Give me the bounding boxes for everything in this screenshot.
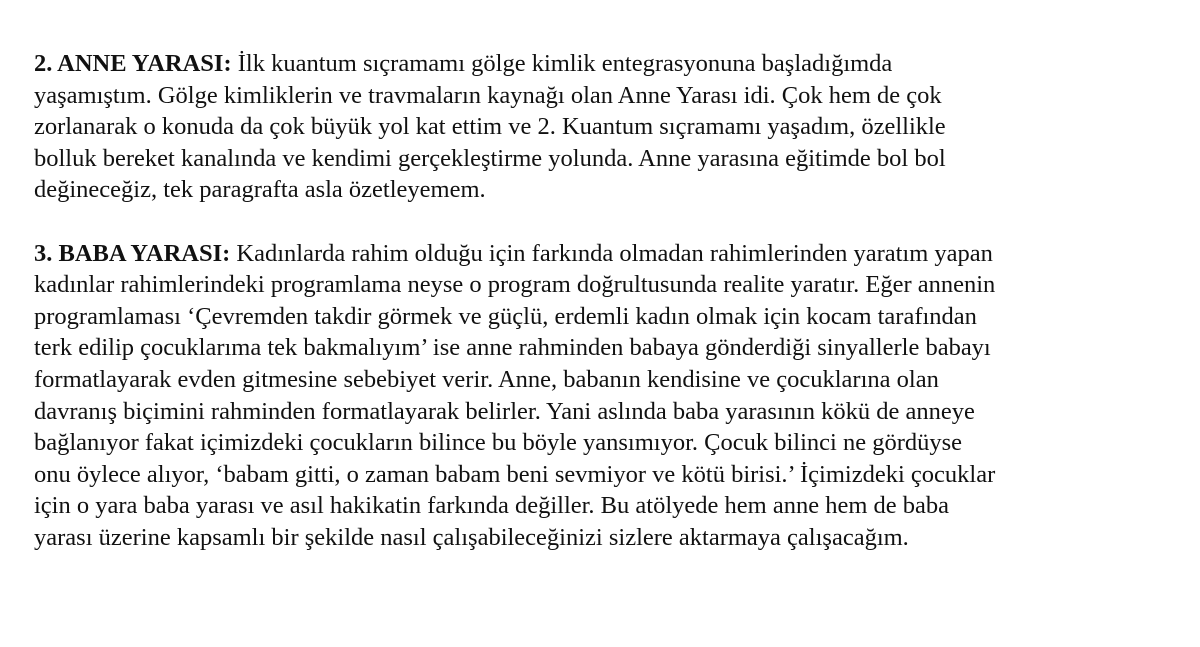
paragraph-line [34,48,1164,80]
paragraph-line: programlaması ‘Çevremden takdir görmek ve güçlü, erdemli kadın olmak için kocam tarafından [34,302,977,330]
document-page [34,48,1164,554]
paragraph-line: kadınlar rahimlerindeki programlama neyse o program doğrultusunda realite yaratır. Eğer annenin [34,271,996,299]
paragraph-first-line: İlk kuantum sıçramamı gölge kimlik entegrasyonuna başladığımda [231,50,893,77]
paragraph-line: zorlanarak o konuda da çok büyük yol kat ettim ve 2. Kuantum sıçramamı yaşadım, özellikle [34,113,946,141]
section-heading: 2. ANNE YARASI: [34,50,232,77]
paragraph-baba-yarasi [34,238,1164,554]
section-heading: 3. BABA YARASI: [34,239,231,267]
paragraph-line [34,238,1164,270]
paragraph-line: değineceğiz, tek paragrafta asla özetleyemem. [34,176,486,204]
paragraph-anne-yarasi [34,48,1164,206]
paragraph-line: formatlayarak evden gitmesine sebebiyet verir. Anne, babanın kendisine ve çocuklarına olan [34,365,939,393]
paragraph-first-line: Kadınlarda rahim olduğu için farkında olmadan rahimlerinden yaratım yapan [230,239,993,267]
paragraph-line: terk edilip çocuklarıma tek bakmalıyım’ ise anne rahminden babaya gönderdiği sinyallerle babayı [34,334,991,362]
paragraph-line: onu öylece alıyor, ‘babam gitti, o zaman babam beni sevmiyor ve kötü birisi.’ İçimizdeki çocuklar [34,460,996,488]
paragraph-line: yaşamıştım. Gölge kimliklerin ve travmaların kaynağı olan Anne Yarası idi. Çok hem de çok [34,81,942,109]
paragraph-line: yarası üzerine kapsamlı bir şekilde nasıl çalışabileceğinizi sizlere aktarmaya çalışacağım. [34,523,909,551]
paragraph-line: için o yara baba yarası ve asıl hakikatin farkında değiller. Bu atölyede hem anne hem de baba [34,492,949,520]
paragraph-line: bağlanıyor fakat içimizdeki çocukların bilince bu böyle yansımıyor. Çocuk bilinci ne gördüyse [34,429,963,457]
paragraph-line: bolluk bereket kanalında ve kendimi gerçekleştirme yolunda. Anne yarasına eğitimde bol bol [34,144,946,172]
paragraph-line: davranış biçimini rahminden formatlayarak belirler. Yani aslında baba yarasının kökü de anneye [34,397,975,425]
